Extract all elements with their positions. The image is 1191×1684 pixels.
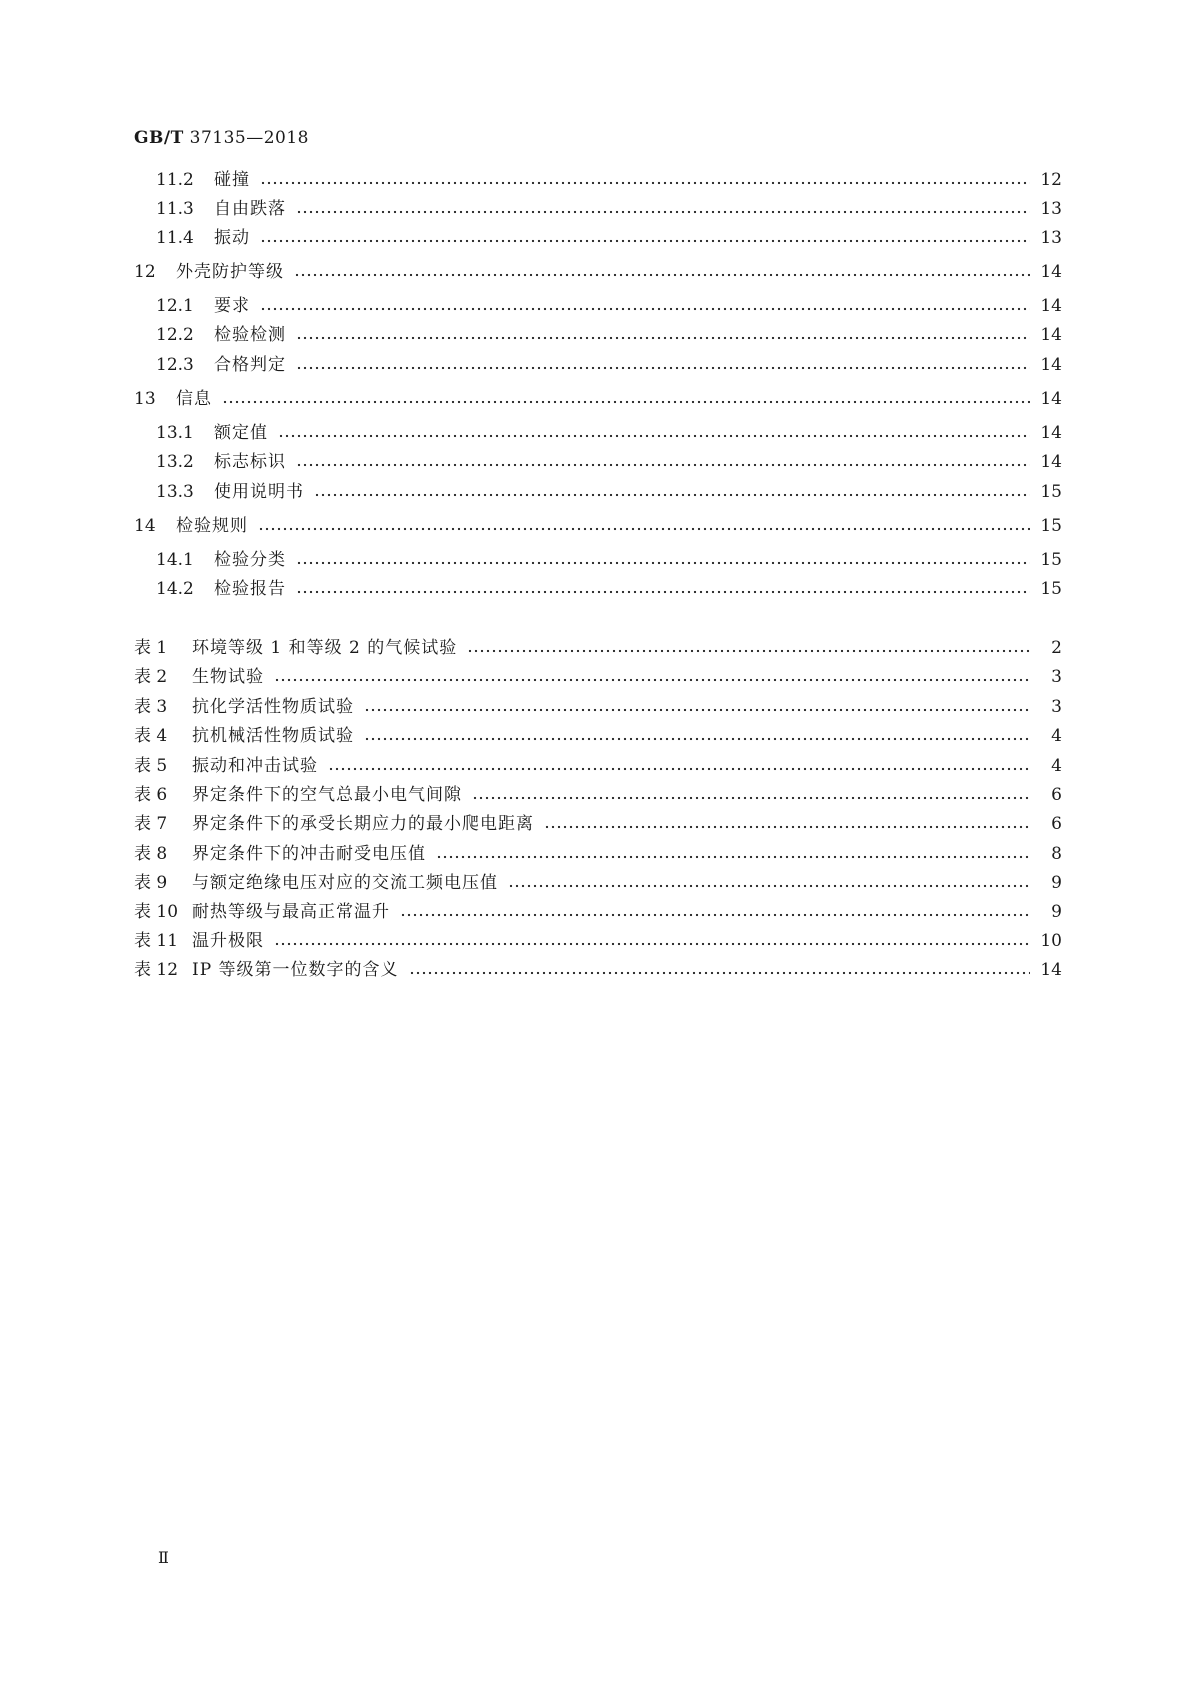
table-page: 4 <box>1051 726 1062 746</box>
toc-entry[interactable] <box>156 450 1062 474</box>
dot-leader <box>296 336 1030 340</box>
page-number: Ⅱ <box>158 1548 169 1567</box>
table-number: 表 12 <box>134 960 179 980</box>
toc-title: 检验报告 <box>214 579 286 599</box>
dot-leader <box>467 649 1030 653</box>
table-title: 温升极限 <box>192 931 264 951</box>
table-title: 耐热等级与最高正常温升 <box>192 902 390 922</box>
dot-leader <box>296 590 1030 594</box>
dot-leader <box>296 463 1030 467</box>
document-header <box>134 128 309 148</box>
dot-leader <box>472 796 1030 800</box>
table-number: 表 11 <box>134 931 179 951</box>
table-entry[interactable] <box>134 783 1062 807</box>
table-page: 3 <box>1051 667 1062 687</box>
toc-number: 13.1 <box>156 423 194 443</box>
toc-number: 13.2 <box>156 452 194 472</box>
toc-number: 12 <box>134 262 156 282</box>
table-page: 9 <box>1051 873 1062 893</box>
table-entry[interactable] <box>134 636 1062 660</box>
table-number: 表 1 <box>134 638 168 658</box>
dot-leader <box>544 825 1030 829</box>
table-page: 9 <box>1051 902 1062 922</box>
table-page: 6 <box>1051 814 1062 834</box>
toc-number: 11.3 <box>156 199 194 219</box>
toc-title: 标志标识 <box>214 452 286 472</box>
toc-page: 14 <box>1040 452 1062 472</box>
toc-entry[interactable] <box>156 421 1062 445</box>
toc-number: 14.2 <box>156 579 194 599</box>
dot-leader <box>400 913 1030 917</box>
dot-leader <box>294 273 1030 277</box>
toc-entry[interactable] <box>156 548 1062 572</box>
table-entry[interactable] <box>134 842 1062 866</box>
toc-number: 14.1 <box>156 550 194 570</box>
table-title: 界定条件下的承受长期应力的最小爬电距离 <box>192 814 534 834</box>
toc-entry[interactable] <box>156 168 1062 192</box>
dot-leader <box>328 767 1030 771</box>
table-page: 6 <box>1051 785 1062 805</box>
table-number: 表 2 <box>134 667 168 687</box>
toc-page: 15 <box>1040 482 1062 502</box>
toc-page: 14 <box>1040 296 1062 316</box>
table-entry[interactable] <box>134 812 1062 836</box>
toc-title: 要求 <box>214 296 250 316</box>
toc-page: 13 <box>1040 228 1062 248</box>
toc-number: 13 <box>134 389 156 409</box>
toc-number: 11.2 <box>156 170 194 190</box>
table-title: 抗化学活性物质试验 <box>192 697 354 717</box>
table-title: IP 等级第一位数字的含义 <box>192 960 399 980</box>
toc-title: 自由跌落 <box>214 199 286 219</box>
dot-leader <box>278 434 1030 438</box>
dot-leader <box>222 400 1030 404</box>
toc-entry[interactable] <box>156 480 1062 504</box>
table-number: 表 7 <box>134 814 168 834</box>
table-title: 抗机械活性物质试验 <box>192 726 354 746</box>
table-entry[interactable] <box>134 665 1062 689</box>
table-title: 生物试验 <box>192 667 264 687</box>
dot-leader <box>258 527 1030 531</box>
dot-leader <box>436 855 1030 859</box>
toc-entry[interactable] <box>156 353 1062 377</box>
table-entry[interactable] <box>134 929 1062 953</box>
toc-entry[interactable] <box>134 387 1062 411</box>
toc-number: 14 <box>134 516 156 536</box>
toc-title: 检验规则 <box>176 516 248 536</box>
toc-page: 15 <box>1040 516 1062 536</box>
table-page: 3 <box>1051 697 1062 717</box>
table-page: 10 <box>1040 931 1062 951</box>
table-page: 8 <box>1051 844 1062 864</box>
table-number: 表 9 <box>134 873 168 893</box>
toc-number: 13.3 <box>156 482 194 502</box>
toc-page: 13 <box>1040 199 1062 219</box>
toc-entry[interactable] <box>134 514 1062 538</box>
table-title: 界定条件下的空气总最小电气间隙 <box>192 785 462 805</box>
table-number: 表 8 <box>134 844 168 864</box>
toc-entry[interactable] <box>156 577 1062 601</box>
toc-title: 使用说明书 <box>214 482 304 502</box>
dot-leader <box>260 239 1030 243</box>
dot-leader <box>364 737 1030 741</box>
table-entry[interactable] <box>134 754 1062 778</box>
toc-entry[interactable] <box>156 226 1062 250</box>
dot-leader <box>260 307 1030 311</box>
table-entry[interactable] <box>134 958 1062 982</box>
toc-page: 14 <box>1040 423 1062 443</box>
toc-title: 检验分类 <box>214 550 286 570</box>
table-number: 表 4 <box>134 726 168 746</box>
toc-number: 12.3 <box>156 355 194 375</box>
table-entry[interactable] <box>134 871 1062 895</box>
dot-leader <box>296 561 1030 565</box>
dot-leader <box>274 942 1030 946</box>
toc-number: 11.4 <box>156 228 194 248</box>
table-entry[interactable] <box>134 900 1062 924</box>
toc-title: 碰撞 <box>214 170 250 190</box>
toc-page: 15 <box>1040 550 1062 570</box>
dot-leader <box>260 181 1030 185</box>
table-entry[interactable] <box>134 724 1062 748</box>
table-page: 14 <box>1040 960 1062 980</box>
toc-page: 14 <box>1040 325 1062 345</box>
toc-title: 额定值 <box>214 423 268 443</box>
toc-entry[interactable] <box>156 294 1062 318</box>
toc-title: 信息 <box>176 389 212 409</box>
dot-leader <box>508 884 1030 888</box>
table-page: 2 <box>1051 638 1062 658</box>
toc-number: 12.1 <box>156 296 194 316</box>
standard-code: GB/T <box>134 128 184 148</box>
toc-title: 检验检测 <box>214 325 286 345</box>
table-entry[interactable] <box>134 695 1062 719</box>
toc-title: 合格判定 <box>214 355 286 375</box>
toc-entry[interactable] <box>156 197 1062 221</box>
toc-page: 14 <box>1040 262 1062 282</box>
toc-page: 14 <box>1040 355 1062 375</box>
toc-entry[interactable] <box>156 323 1062 347</box>
toc-page: 15 <box>1040 579 1062 599</box>
toc-page: 14 <box>1040 389 1062 409</box>
dot-leader <box>296 210 1030 214</box>
table-number: 表 10 <box>134 902 179 922</box>
standard-number: 37135—2018 <box>189 128 309 148</box>
table-title: 环境等级 1 和等级 2 的气候试验 <box>192 638 458 658</box>
table-title: 振动和冲击试验 <box>192 756 318 776</box>
toc-page: 12 <box>1040 170 1062 190</box>
table-page: 4 <box>1051 756 1062 776</box>
toc-title: 外壳防护等级 <box>176 262 284 282</box>
table-number: 表 3 <box>134 697 168 717</box>
table-title: 与额定绝缘电压对应的交流工频电压值 <box>192 873 498 893</box>
table-title: 界定条件下的冲击耐受电压值 <box>192 844 426 864</box>
dot-leader <box>364 708 1030 712</box>
table-number: 表 5 <box>134 756 168 776</box>
table-number: 表 6 <box>134 785 168 805</box>
toc-number: 12.2 <box>156 325 194 345</box>
dot-leader <box>314 493 1030 497</box>
dot-leader <box>296 366 1030 370</box>
dot-leader <box>409 971 1030 975</box>
toc-title: 振动 <box>214 228 250 248</box>
dot-leader <box>274 678 1030 682</box>
toc-entry[interactable] <box>134 260 1062 284</box>
